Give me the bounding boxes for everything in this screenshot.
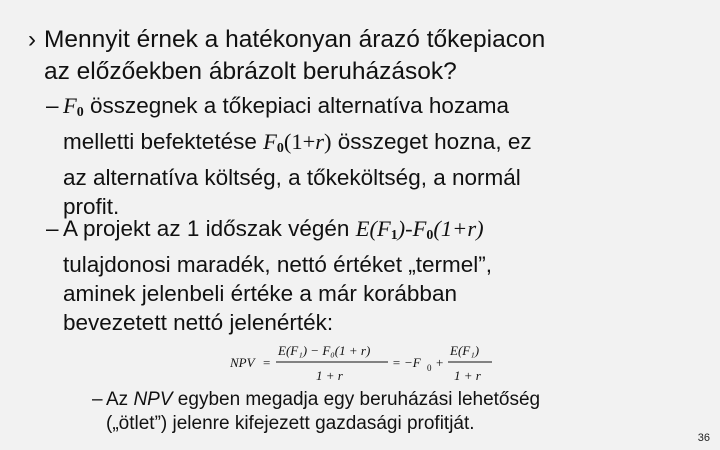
formula-equals: = — [263, 355, 271, 370]
page-number: 36 — [697, 432, 710, 444]
sub-bullet-marker: – — [92, 389, 103, 410]
formula-sub-0: 0 — [427, 363, 432, 373]
text-segment: melletti befektetése — [63, 129, 264, 155]
formula-denominator-2: 1 + r — [454, 368, 481, 383]
formula-numerator-1: E(F₁) − F₀(1 + r) — [278, 343, 371, 358]
text-segment: egyben megadja egy beruházási lehetőség — [172, 389, 541, 410]
bullet-main-question — [28, 24, 708, 88]
text-segment: profit. — [63, 194, 120, 220]
text-segment: az alternatíva költség, a tőkeköltség, a normál — [63, 165, 521, 191]
sub-bullet-marker: – — [46, 93, 59, 118]
sub-bullet-text — [46, 214, 686, 337]
text-segment: összeget hozna, ez — [331, 129, 532, 155]
text-segment: Az — [106, 389, 134, 410]
text-segment: A projekt az 1 időszak végén — [63, 216, 356, 241]
math-paren: (1+r) — [283, 129, 332, 155]
text-segment: bevezetett nettó jelenérték: — [63, 310, 334, 336]
sub-bullet-text — [46, 91, 686, 221]
question-line-2: az előzőekben ábrázolt beruházások? — [44, 58, 457, 85]
text-segment: („ötlet”) jelenre kifejezett gazdasági profitját. — [106, 413, 475, 434]
npv-formula — [230, 340, 500, 386]
npv-term: NPV — [133, 389, 173, 410]
sub-bullet-marker: – — [46, 216, 59, 241]
sub-bullet-alternative-cost — [46, 91, 686, 221]
question-line-1: Mennyit érnek a hatékonyan árazó tőkepiacon — [44, 26, 546, 53]
sub-sub-bullet-npv — [92, 388, 692, 436]
sub-bullet-text — [92, 388, 692, 436]
text-segment: tulajdonosi maradék, nettó értéket „termel”, — [63, 252, 492, 278]
formula-denominator-1: 1 + r — [316, 368, 343, 383]
text-segment: aminek jelenbeli értéke a már korábban — [63, 281, 457, 307]
math-expression: $E(F_1)-F_0(1+r)$ — [355, 216, 484, 244]
formula-minus-F: = −F — [392, 355, 421, 370]
sub-bullet-net-value — [46, 214, 686, 337]
formula-plus: + — [436, 355, 444, 370]
math-F0-expr: $F_0$ — [263, 129, 284, 157]
formula-npv: NPV — [230, 355, 255, 370]
bullet-marker: › — [28, 26, 36, 53]
formula-numerator-2: E(F₁) — [450, 343, 480, 358]
text-segment: összegnek a tőkepiaci alternatíva hozama — [83, 93, 509, 118]
math-F0: $F_0$ — [63, 93, 84, 121]
